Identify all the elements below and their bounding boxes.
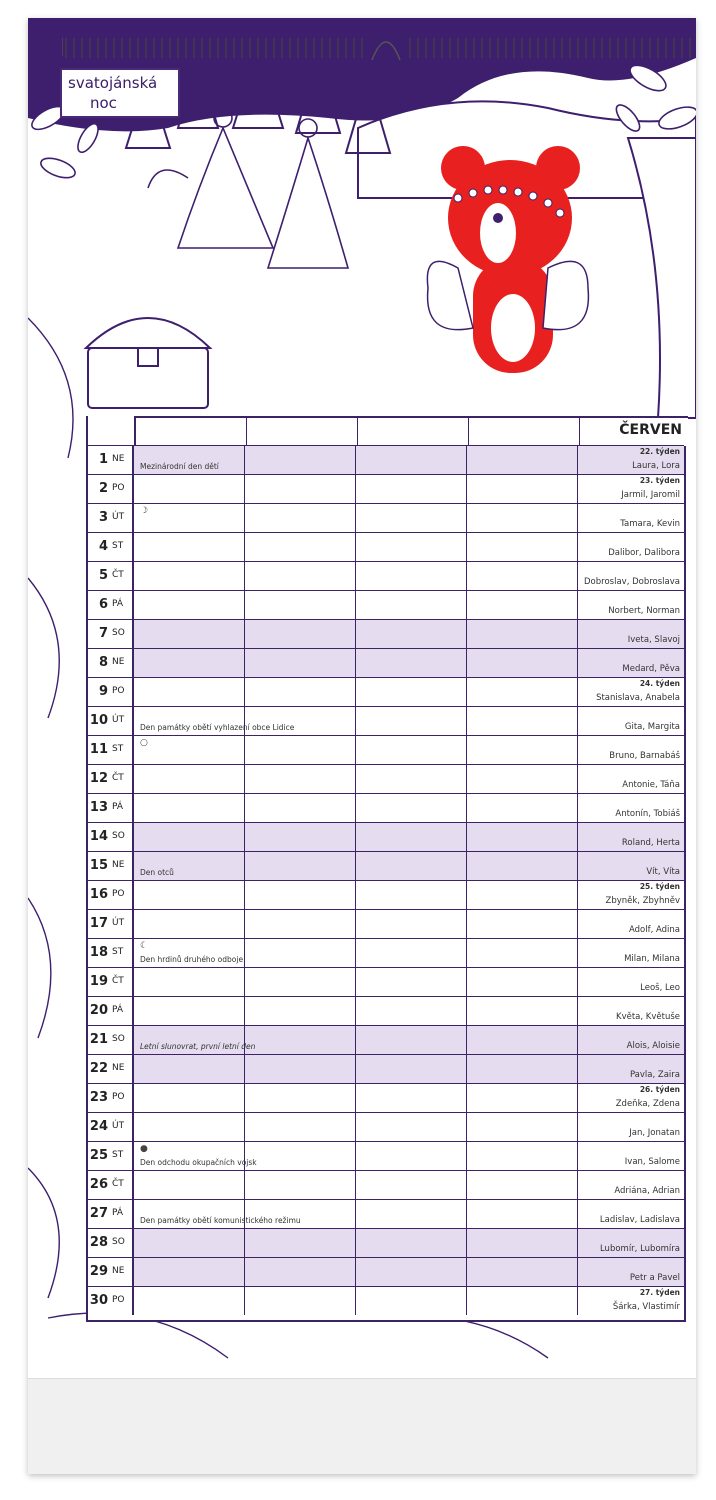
week-number: 27. týden bbox=[639, 1288, 680, 1297]
weekday: ÚT bbox=[112, 715, 125, 725]
day-num: 11 bbox=[89, 742, 108, 757]
day-number bbox=[88, 1258, 134, 1286]
name-day: Bruno, Barnabáš bbox=[609, 751, 680, 761]
name-day: Leoš, Leo bbox=[640, 983, 680, 993]
name-day: Antonín, Tobiáš bbox=[615, 809, 680, 819]
name-day: Adriána, Adrian bbox=[614, 1186, 680, 1196]
name-day: Tamara, Kevin bbox=[620, 519, 680, 529]
day-number bbox=[88, 823, 134, 851]
name-day: Iveta, Slavoj bbox=[627, 635, 680, 645]
day-row[interactable] bbox=[88, 706, 684, 735]
weekday: ST bbox=[112, 947, 124, 957]
day-row[interactable] bbox=[88, 735, 684, 764]
weekday: ST bbox=[112, 1150, 124, 1160]
day-number bbox=[88, 939, 134, 967]
moon-phase-icon: ☾ bbox=[140, 941, 149, 951]
day-num: 18 bbox=[89, 945, 108, 960]
name-day: Stanislava, Anabela bbox=[596, 693, 680, 703]
day-row[interactable] bbox=[88, 851, 684, 880]
title-line-1: svatojánská bbox=[68, 74, 158, 92]
day-number bbox=[88, 620, 134, 648]
day-row[interactable] bbox=[88, 648, 684, 677]
day-row[interactable] bbox=[88, 1286, 684, 1315]
weekday: SO bbox=[112, 628, 125, 638]
weekday: PO bbox=[112, 686, 125, 696]
day-row[interactable] bbox=[88, 1141, 684, 1170]
name-day: Lubomír, Lubomíra bbox=[599, 1244, 680, 1254]
weekday: ČT bbox=[112, 773, 124, 783]
name-day: Vít, Víta bbox=[646, 867, 680, 877]
title-line-2: noc bbox=[90, 94, 117, 112]
week-number: 25. týden bbox=[639, 882, 680, 891]
day-num: 19 bbox=[89, 974, 108, 989]
moon-phase-icon: ☽ bbox=[140, 506, 149, 516]
day-number bbox=[88, 1113, 134, 1141]
day-num: 26 bbox=[89, 1177, 108, 1192]
day-row[interactable] bbox=[88, 996, 684, 1025]
day-number bbox=[88, 1084, 134, 1112]
day-number bbox=[88, 1026, 134, 1054]
day-number bbox=[88, 736, 134, 764]
weekday: ST bbox=[112, 541, 124, 551]
day-num: 16 bbox=[89, 887, 108, 902]
day-num: 15 bbox=[89, 858, 108, 873]
day-number bbox=[88, 649, 134, 677]
day-number bbox=[88, 1171, 134, 1199]
day-number bbox=[88, 678, 134, 706]
spiral-binding bbox=[62, 36, 696, 62]
day-row[interactable] bbox=[88, 1228, 684, 1257]
day-row[interactable] bbox=[88, 445, 684, 474]
bear-illustration bbox=[427, 146, 588, 373]
weekday: SO bbox=[112, 831, 125, 841]
day-number bbox=[88, 968, 134, 996]
day-num: 8 bbox=[98, 655, 108, 670]
weekday: PO bbox=[112, 1092, 125, 1102]
day-number bbox=[88, 1287, 134, 1315]
day-row[interactable] bbox=[88, 822, 684, 851]
day-number bbox=[88, 591, 134, 619]
weekday: ČT bbox=[112, 1179, 124, 1189]
day-num: 1 bbox=[98, 452, 108, 467]
day-num: 24 bbox=[89, 1119, 108, 1134]
day-num: 29 bbox=[89, 1264, 108, 1279]
name-day: Pavla, Zaira bbox=[629, 1070, 680, 1080]
day-row[interactable] bbox=[88, 909, 684, 938]
day-num: 7 bbox=[98, 626, 108, 641]
day-number bbox=[88, 446, 134, 474]
week-number: 22. týden bbox=[639, 447, 680, 456]
grid-header bbox=[134, 416, 688, 446]
weekday: PÁ bbox=[112, 599, 124, 609]
day-row[interactable] bbox=[88, 474, 684, 503]
weekday: NE bbox=[112, 1266, 125, 1276]
name-day: Adolf, Adina bbox=[628, 925, 680, 935]
weekday: SO bbox=[112, 1237, 125, 1247]
day-num: 14 bbox=[89, 829, 108, 844]
day-row[interactable] bbox=[88, 1199, 684, 1228]
name-day: Laura, Lora bbox=[632, 461, 680, 471]
day-row[interactable] bbox=[88, 938, 684, 967]
day-number bbox=[88, 475, 134, 503]
weekday: PO bbox=[112, 483, 125, 493]
day-number bbox=[88, 794, 134, 822]
name-day: Ladislav, Ladislava bbox=[599, 1215, 680, 1225]
day-rows bbox=[88, 445, 684, 1315]
day-number bbox=[88, 881, 134, 909]
day-num: 22 bbox=[89, 1061, 108, 1076]
day-row[interactable] bbox=[88, 1170, 684, 1199]
holiday-text: Den odchodu okupačních vojsk bbox=[140, 1158, 257, 1167]
name-day: Milan, Milana bbox=[624, 954, 680, 964]
name-day: Ivan, Salome bbox=[624, 1157, 680, 1167]
day-row[interactable] bbox=[88, 561, 684, 590]
day-row[interactable] bbox=[88, 503, 684, 532]
day-row[interactable] bbox=[88, 1257, 684, 1286]
name-day: Petr a Pavel bbox=[629, 1273, 680, 1283]
day-number bbox=[88, 1142, 134, 1170]
day-row[interactable] bbox=[88, 793, 684, 822]
weekday: NE bbox=[112, 454, 125, 464]
holiday-text: Den hrdinů druhého odboje bbox=[140, 955, 244, 964]
day-row[interactable] bbox=[88, 880, 684, 909]
name-day: Jarmil, Jaromil bbox=[621, 490, 680, 500]
weekday: PÁ bbox=[112, 802, 124, 812]
weekday: SO bbox=[112, 1034, 125, 1044]
name-day: Alois, Aloisie bbox=[626, 1041, 680, 1051]
weekday: ČT bbox=[112, 570, 124, 580]
day-num: 23 bbox=[89, 1090, 108, 1105]
day-num: 17 bbox=[89, 916, 108, 931]
day-row[interactable] bbox=[88, 1083, 684, 1112]
weekday: ÚT bbox=[112, 1121, 125, 1131]
day-row[interactable] bbox=[88, 1112, 684, 1141]
day-num: 2 bbox=[98, 481, 108, 496]
day-number bbox=[88, 707, 134, 735]
month-title: ČERVEN bbox=[619, 422, 682, 438]
weekday: NE bbox=[112, 1063, 125, 1073]
name-day: Zdeňka, Zdena bbox=[615, 1099, 680, 1109]
weekday: PO bbox=[112, 889, 125, 899]
day-num: 21 bbox=[89, 1032, 108, 1047]
day-number bbox=[88, 533, 134, 561]
day-num: 30 bbox=[89, 1293, 108, 1308]
day-row[interactable] bbox=[88, 619, 684, 648]
weekday: PÁ bbox=[112, 1208, 124, 1218]
weekday: NE bbox=[112, 657, 125, 667]
day-num: 5 bbox=[98, 568, 108, 583]
day-row[interactable] bbox=[88, 1054, 684, 1083]
name-day: Norbert, Norman bbox=[608, 606, 680, 616]
week-number: 24. týden bbox=[639, 679, 680, 688]
holiday-text: Mezinárodní den dětí bbox=[140, 462, 219, 471]
day-num: 6 bbox=[98, 597, 108, 612]
holiday-text: Letní slunovrat, první letní den bbox=[140, 1042, 256, 1051]
day-num: 10 bbox=[89, 713, 108, 728]
day-num: 13 bbox=[89, 800, 108, 815]
day-row[interactable] bbox=[88, 590, 684, 619]
weekday: ČT bbox=[112, 976, 124, 986]
day-number bbox=[88, 852, 134, 880]
day-number bbox=[88, 997, 134, 1025]
holiday-text: Den otců bbox=[140, 868, 174, 877]
holiday-text: Den památky obětí vyhlazení obce Lidice bbox=[140, 723, 295, 732]
weekday: ST bbox=[112, 744, 124, 754]
day-row[interactable] bbox=[88, 1025, 684, 1054]
day-row[interactable] bbox=[88, 532, 684, 561]
calendar-sheet bbox=[28, 18, 696, 1474]
calendar-grid bbox=[86, 416, 686, 1322]
day-num: 9 bbox=[98, 684, 108, 699]
bottom-strip bbox=[28, 1378, 696, 1474]
day-num: 28 bbox=[89, 1235, 108, 1250]
day-row[interactable] bbox=[88, 677, 684, 706]
day-number bbox=[88, 1229, 134, 1257]
moon-phase-icon: ● bbox=[140, 1144, 148, 1154]
name-day: Šárka, Vlastimír bbox=[612, 1302, 680, 1312]
title-badge bbox=[60, 68, 180, 118]
day-num: 27 bbox=[89, 1206, 108, 1221]
week-number: 23. týden bbox=[639, 476, 680, 485]
day-num: 25 bbox=[89, 1148, 108, 1163]
day-number bbox=[88, 504, 134, 532]
name-day: Roland, Herta bbox=[621, 838, 680, 848]
moon-phase-icon: ○ bbox=[140, 738, 148, 748]
day-number bbox=[88, 765, 134, 793]
day-number bbox=[88, 910, 134, 938]
day-row[interactable] bbox=[88, 764, 684, 793]
holiday-text: Den památky obětí komunistického režimu bbox=[140, 1216, 301, 1225]
name-day: Gita, Margita bbox=[624, 722, 680, 732]
name-day: Květa, Květuše bbox=[616, 1012, 680, 1022]
day-number bbox=[88, 1055, 134, 1083]
day-number bbox=[88, 562, 134, 590]
day-num: 20 bbox=[89, 1003, 108, 1018]
weekday: ÚT bbox=[112, 512, 125, 522]
weekday: PÁ bbox=[112, 1005, 124, 1015]
day-num: 3 bbox=[98, 510, 108, 525]
week-number: 26. týden bbox=[639, 1085, 680, 1094]
name-day: Dalibor, Dalibora bbox=[608, 548, 680, 558]
weekday: NE bbox=[112, 860, 125, 870]
day-num: 4 bbox=[98, 539, 108, 554]
weekday: ÚT bbox=[112, 918, 125, 928]
day-num: 12 bbox=[89, 771, 108, 786]
name-day: Antonie, Táňa bbox=[622, 780, 680, 790]
name-day: Jan, Jonatan bbox=[629, 1128, 680, 1138]
weekday: PO bbox=[112, 1295, 125, 1305]
day-number bbox=[88, 1200, 134, 1228]
name-day: Zbyněk, Zbyhněv bbox=[605, 896, 680, 906]
day-row[interactable] bbox=[88, 967, 684, 996]
name-day: Medard, Pěva bbox=[622, 664, 680, 674]
name-day: Dobroslav, Dobroslava bbox=[584, 577, 680, 587]
